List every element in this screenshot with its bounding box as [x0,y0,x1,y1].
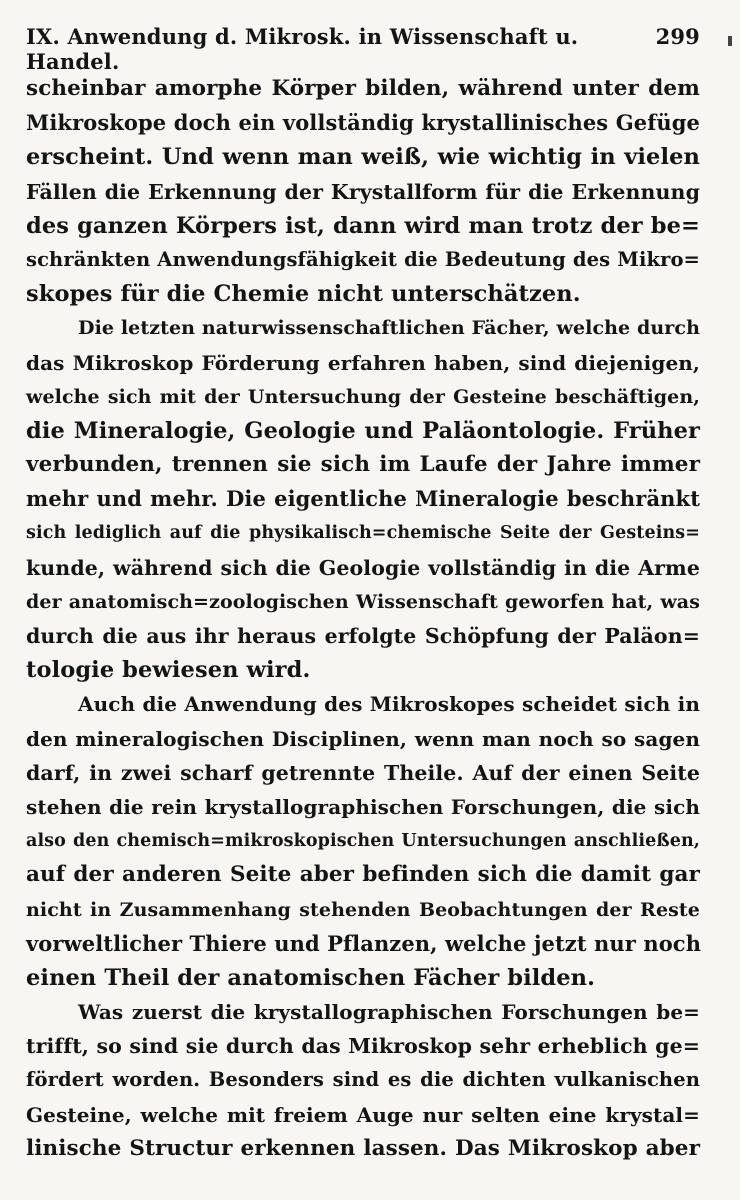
text-line: welche sich mit der Untersuchung der Gesteine beschäftigen, [26,385,700,408]
text-line: darf, in zwei scharf getrennte Theile. Auf der einen Seite [26,760,700,785]
text-line: des ganzen Körpers ist, dann wird man trotz der be= [26,212,700,239]
text-line: der anatomisch=zoologischen Wissenschaft geworfen hat, was [26,590,700,613]
text-line: Gesteine, welche mit freiem Auge nur selten eine krystal= [26,1102,700,1127]
text-line: verbunden, trennen sie sich im Laufe der Jahre immer [26,452,700,478]
margin-mark [728,36,732,46]
text-line: Die letzten naturwissenschaftlichen Fächer, welche durch [78,317,700,340]
text-line: skopes für die Chemie nicht unterschätzen. [26,281,581,308]
text-line: schränkten Anwendungsfähigkeit die Bedeutung des Mikro= [26,247,700,271]
text-line: das Mikroskop Förderung erfahren haben, sind diejenigen, [26,350,700,375]
text-line: Mikroskope doch ein vollständig krystallinisches Gefüge [26,110,700,136]
text-line: vorweltlicher Thiere und Pflanzen, welche jetzt nur noch [26,930,702,956]
text-line: den mineralogischen Disciplinen, wenn man noch so sagen [26,726,700,751]
text-line: Was zuerst die krystallographischen Forschungen be= [78,1000,700,1025]
text-line: linische Structur erkennen lassen. Das Mikroskop aber [26,1135,700,1161]
text-line: tologie bewiesen wird. [26,657,311,684]
text-line: also den chemisch=mikroskopischen Untersuchungen anschließen, [26,831,700,852]
page-number: 299 [655,24,700,49]
text-line: nicht in Zusammenhang stehenden Beobachtungen der Reste [26,898,700,921]
text-line: durch die aus ihr heraus erfolgte Schöpfung der Paläon= [26,624,700,648]
text-line: fördert worden. Besonders sind es die dichten vulkanischen [26,1068,700,1092]
body-text [26,72,700,1166]
text-line: die Mineralogie, Geologie und Paläontologie. Früher [26,417,700,444]
text-line: stehen die rein krystallographischen Forschungen, die sich [26,794,700,819]
text-line: erscheint. Und wenn man weiß, wie wichtig in vielen [26,144,700,171]
text-line: mehr und mehr. Die eigentliche Mineralogie beschränkt [26,486,700,512]
text-line: Fällen die Erkennung der Krystallform für die Erkennung [26,179,700,204]
text-line: einen Theil der anatomischen Fächer bilden. [26,964,596,991]
running-title: IX. Anwendung d. Mikrosk. in Wissenschaft u. Handel. [26,24,579,74]
text-line: sich lediglich auf die physikalisch=chemische Seite der Gesteins= [26,523,700,544]
text-line: auf der anderen Seite aber befinden sich die damit gar [26,862,700,888]
running-header [26,24,700,74]
text-line: scheinbar amorphe Körper bilden, während unter dem [26,76,700,101]
text-line: kunde, während sich die Geologie vollständig in die Arme [26,555,700,580]
text-line: Auch die Anwendung des Mikroskopes scheidet sich in [78,692,700,717]
text-line: trifft, so sind sie durch das Mikroskop sehr erheblich ge= [26,1034,700,1059]
